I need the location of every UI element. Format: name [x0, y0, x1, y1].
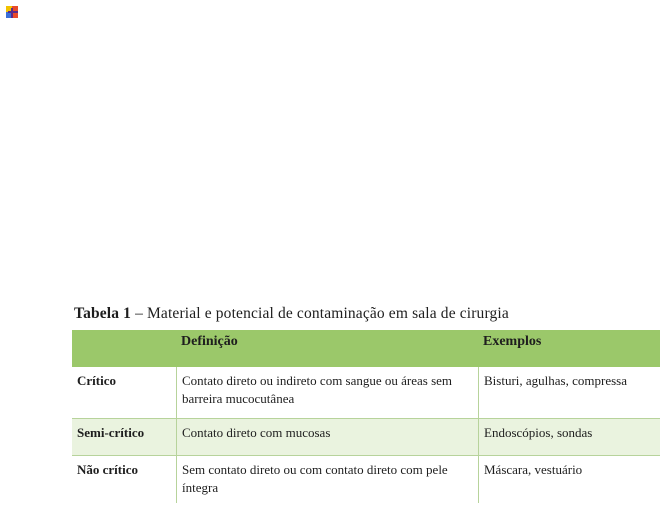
contamination-table	[72, 330, 660, 503]
table-row	[72, 367, 660, 419]
table-row	[72, 419, 660, 456]
header-cell-examples: Exemplos	[483, 334, 542, 349]
caption-text: Material e potencial de contaminação em sala de cirurgia	[147, 305, 509, 322]
document-icon	[6, 6, 18, 18]
header-cell-empty	[72, 330, 176, 367]
row-definition: Contato direto com mucosas	[176, 419, 478, 455]
table-caption	[74, 305, 509, 323]
row-examples: Máscara, vestuário	[478, 456, 660, 503]
row-definition: Sem contato direto ou com contato direto com pele íntegra	[176, 456, 478, 503]
caption-label: Tabela 1	[74, 305, 132, 322]
row-category: Crítico	[77, 373, 116, 388]
row-category: Não crítico	[77, 462, 139, 477]
table-row	[72, 456, 660, 503]
row-examples: Bisturi, agulhas, compressa	[478, 367, 660, 418]
table-header-row	[72, 330, 660, 367]
row-category: Semi-crítico	[77, 425, 145, 440]
row-examples: Endoscópios, sondas	[478, 419, 660, 455]
header-cell-definition: Definição	[181, 334, 238, 349]
row-definition: Contato direto ou indireto com sangue ou áreas sem barreira mucocutânea	[176, 367, 478, 418]
caption-dash: –	[131, 305, 147, 322]
